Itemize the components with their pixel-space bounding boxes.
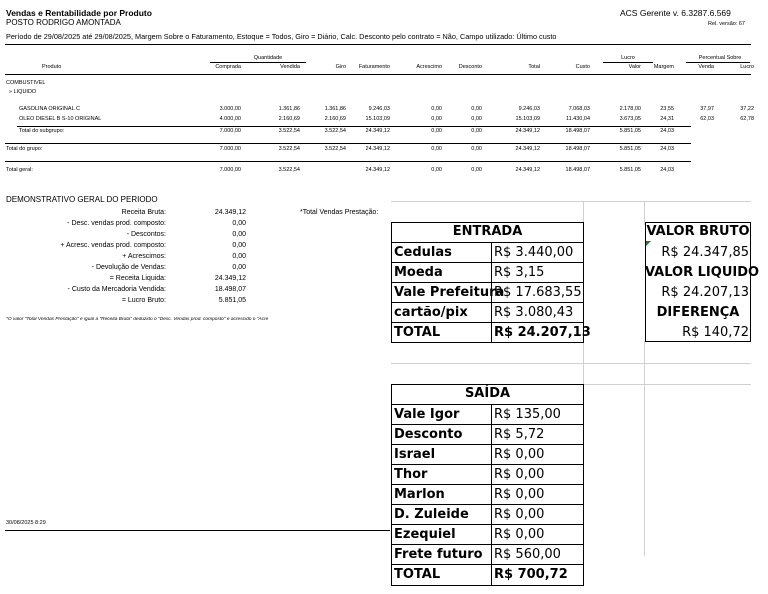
percentual-rule — [686, 62, 750, 63]
report-title: Vendas e Rentabilidade por Produto — [6, 8, 152, 18]
col-total: Total — [528, 64, 540, 70]
row-produto: OLEO DIESEL B S-10 ORIGINAL — [19, 116, 102, 122]
entrada-label: Vale Prefeitura — [394, 285, 505, 300]
demo-value: 0,00 — [232, 231, 246, 238]
subgroup-label: » LIQUIDO — [9, 89, 37, 95]
saida-title: SAÍDA — [464, 386, 511, 401]
diferenca: R$ 140,72 — [682, 325, 749, 340]
grandtotal-vendida: 3.522,54 — [278, 167, 300, 173]
entrada-total-value: R$ 24.207,13 — [494, 325, 591, 340]
row-total: 9.246,03 — [518, 106, 540, 112]
row-desconto: 0,00 — [471, 116, 482, 122]
entrada-value: R$ 3.080,43 — [494, 305, 574, 320]
grouptotal-margem: 24,03 — [660, 146, 674, 152]
subtotal-giro: 3.522,54 — [324, 128, 346, 134]
group-header-percentual: Percentual Sobre — [698, 55, 742, 61]
demo-value: 0,00 — [232, 220, 246, 227]
grouptotal-giro: 3.522,54 — [324, 146, 346, 152]
col-acrescimo: Acrescimo — [416, 64, 442, 70]
demo-label: + Acrescimos: — [122, 253, 166, 260]
row-faturamento: 9.246,03 — [368, 106, 390, 112]
grandtotal-rule — [5, 161, 691, 162]
valor-bruto-label: VALOR BRUTO — [646, 224, 750, 239]
row-giro: 2.160,69 — [324, 116, 346, 122]
subtotal-total: 24.349,12 — [515, 128, 540, 134]
grid-line — [644, 341, 645, 556]
row-plucro: 62,78 — [740, 116, 754, 122]
entrada-value: R$ 3,15 — [494, 265, 545, 280]
subtotal-margem: 24,03 — [660, 128, 674, 134]
period-line: Período de 29/08/2025 até 29/08/2025, Margem Sobre o Faturamento, Estoque = Todos, Giro = Diário, Calc. Desconto pelo contrato = Não, Campo utilizado: Último custo — [6, 32, 557, 41]
saida-value: R$ 135,00 — [494, 407, 561, 422]
subtotal-rule — [17, 126, 691, 127]
col-margem: Margem — [653, 64, 674, 70]
col-comprada: Comprada — [215, 64, 241, 70]
grouptotal-comprada: 7.000,00 — [219, 146, 241, 152]
grandtotal-custo: 18.498,07 — [565, 167, 590, 173]
grouptotal-faturamento: 24.349,12 — [365, 146, 390, 152]
grandtotal-acrescimo: 0,00 — [431, 167, 442, 173]
entrada-label: Moeda — [394, 265, 443, 280]
row-desconto: 0,00 — [471, 106, 482, 112]
valor-bruto: R$ 24.347,85 — [661, 245, 749, 260]
saida-value: R$ 560,00 — [494, 547, 561, 562]
row-plucro: 37,22 — [740, 106, 754, 112]
row-custo: 7.068,03 — [568, 106, 590, 112]
saida-value: R$ 5,72 — [494, 427, 545, 442]
demo-label: - Devolução de Vendas: — [91, 264, 166, 271]
grandtotal-margem: 24,03 — [660, 167, 674, 173]
subtotal-valor: 5.851,05 — [619, 128, 641, 134]
row-total: 15.103,09 — [515, 116, 540, 122]
columns-rule — [5, 74, 751, 75]
subtotal-custo: 18.498,07 — [565, 128, 590, 134]
col-produto: Produto — [42, 64, 62, 70]
grouptotal-rule — [5, 143, 691, 144]
row-faturamento: 15.103,09 — [365, 116, 390, 122]
row-comprada: 4.000,00 — [219, 116, 241, 122]
demo-label: + Acresc. vendas prod. composto: — [60, 242, 166, 249]
demo-value: 0,00 — [232, 242, 246, 249]
col-desconto: Desconto — [458, 64, 482, 70]
valor-liquido: R$ 24.207,13 — [661, 285, 749, 300]
demo-label: - Descontos: — [126, 231, 166, 238]
subtotal-faturamento: 24.349,12 — [365, 128, 390, 134]
demo-value: 24.349,12 — [214, 275, 246, 282]
prestacao-label: *Total Vendas Prestação: — [300, 209, 379, 216]
demo-value: 0,00 — [232, 253, 246, 260]
footnote: *O valor "Total Vendas Prestação" é igual a "Receita Bruta" deduzido o "Desc. Vendas prod. composto" e acrescido o "Acre — [6, 317, 269, 322]
grid-line — [391, 201, 751, 202]
saida-value: R$ 0,00 — [494, 447, 545, 462]
demo-value: 5.851,05 — [218, 297, 246, 304]
grandtotal-valor: 5.851,05 — [619, 167, 641, 173]
footer-rule — [5, 530, 390, 531]
subtotal-acrescimo: 0,00 — [431, 128, 442, 134]
col-giro: Giro — [335, 64, 346, 70]
grouptotal-label: Total do grupo: — [6, 146, 43, 152]
demo-label: = Lucro Bruto: — [121, 297, 166, 304]
subtotal-desconto: 0,00 — [471, 128, 482, 134]
lucro-rule — [603, 62, 653, 63]
row-margem: 23,55 — [660, 106, 674, 112]
group-label: COMBUSTIVEL — [6, 80, 46, 86]
group-header-quantidade: Quantidade — [253, 55, 283, 61]
grouptotal-acrescimo: 0,00 — [431, 146, 442, 152]
saida-label: Marlon — [394, 487, 445, 502]
saida-label: Israel — [394, 447, 436, 462]
grandtotal-total: 24.349,12 — [515, 167, 540, 173]
diferenca-label: DIFERENÇA — [656, 305, 740, 320]
saida-value: R$ 0,00 — [494, 467, 545, 482]
entrada-title: ENTRADA — [452, 224, 523, 239]
col-venda: Venda — [698, 64, 714, 70]
cell-comment-marker — [646, 241, 651, 246]
grouptotal-total: 24.349,12 — [515, 146, 540, 152]
demo-value: 18.498,07 — [214, 286, 246, 293]
grouptotal-vendida: 3.522,54 — [278, 146, 300, 152]
saida-label: Frete futuro — [394, 547, 483, 562]
entrada-total-label: TOTAL — [394, 325, 441, 340]
grouptotal-desconto: 0,00 — [471, 146, 482, 152]
row-acrescimo: 0,00 — [431, 116, 442, 122]
row-vendida: 2.160,69 — [278, 116, 300, 122]
row-produto: GASOLINA ORIGINAL C — [19, 106, 80, 112]
saida-total-value: R$ 700,72 — [494, 567, 568, 582]
grid-line — [583, 384, 751, 385]
demo-label: - Custo da Mercadoria Vendida: — [67, 286, 166, 293]
row-pvenda: 37,97 — [700, 106, 714, 112]
demo-label: - Desc. vendas prod. composto: — [67, 220, 166, 227]
demo-value: 0,00 — [232, 264, 246, 271]
saida-label: Thor — [394, 467, 428, 482]
demo-value: 24.349,12 — [214, 209, 246, 216]
entrada-label: Cedulas — [394, 245, 452, 260]
release-version: Rel. versão: 67 — [708, 21, 745, 27]
subtotal-vendida: 3.522,54 — [278, 128, 300, 134]
row-comprada: 3.000,00 — [219, 106, 241, 112]
grandtotal-comprada: 7.000,00 — [219, 167, 241, 173]
grouptotal-valor: 5.851,05 — [619, 146, 641, 152]
col-faturamento: Faturamento — [358, 64, 390, 70]
saida-label: Desconto — [394, 427, 463, 442]
row-valor: 2.178,00 — [619, 106, 641, 112]
subtotal-comprada: 7.000,00 — [219, 128, 241, 134]
row-pvenda: 62,03 — [700, 116, 714, 122]
saida-value: R$ 0,00 — [494, 487, 545, 502]
saida-label: Ezequiel — [394, 527, 456, 542]
app-version: ACS Gerente v. 6.3287.6.569 — [620, 8, 731, 18]
row-valor: 3.673,05 — [619, 116, 641, 122]
grid-line — [391, 363, 751, 364]
group-header-lucro: Lucro — [621, 55, 635, 61]
saida-label: Vale Igor — [394, 407, 460, 422]
col-vendida: Vendida — [280, 64, 300, 70]
row-vendida: 1.361,86 — [278, 106, 300, 112]
resumo-border — [645, 222, 760, 342]
saida-value: R$ 0,00 — [494, 527, 545, 542]
grandtotal-faturamento: 24.349,12 — [365, 167, 390, 173]
grandtotal-label: Total geral: — [6, 167, 33, 173]
entrada-value: R$ 3.440,00 — [494, 245, 574, 260]
quantidade-rule — [210, 62, 306, 63]
saida-label: D. Zuleide — [394, 507, 469, 522]
grouptotal-custo: 18.498,07 — [565, 146, 590, 152]
station-name: POSTO RODRIGO AMONTADA — [6, 18, 121, 27]
subtotal-label: Total do subgrupo: — [19, 128, 65, 134]
row-margem: 24,31 — [660, 116, 674, 122]
col-custo: Custo — [575, 64, 590, 70]
footer-timestamp: 30/08/2025 8:29 — [6, 520, 46, 526]
demo-label: = Receita Liquida: — [109, 275, 166, 282]
row-acrescimo: 0,00 — [431, 106, 442, 112]
row-custo: 11.430,04 — [565, 116, 590, 122]
entrada-label: cartão/pix — [394, 305, 468, 320]
row-giro: 1.361,86 — [324, 106, 346, 112]
grandtotal-desconto: 0,00 — [471, 167, 482, 173]
col-lucro: Lucro — [740, 64, 754, 70]
entrada-value: R$ 17.683,55 — [494, 285, 582, 300]
demonstrativo-title: DEMONSTRATIVO GERAL DO PERIODO — [6, 195, 158, 204]
header-rule — [5, 44, 751, 45]
demo-label: Receita Bruta: — [121, 209, 166, 216]
saida-value: R$ 0,00 — [494, 507, 545, 522]
col-valor: Valor — [628, 64, 641, 70]
saida-total-label: TOTAL — [394, 567, 441, 582]
valor-liquido-label: VALOR LIQUIDO — [645, 265, 760, 280]
